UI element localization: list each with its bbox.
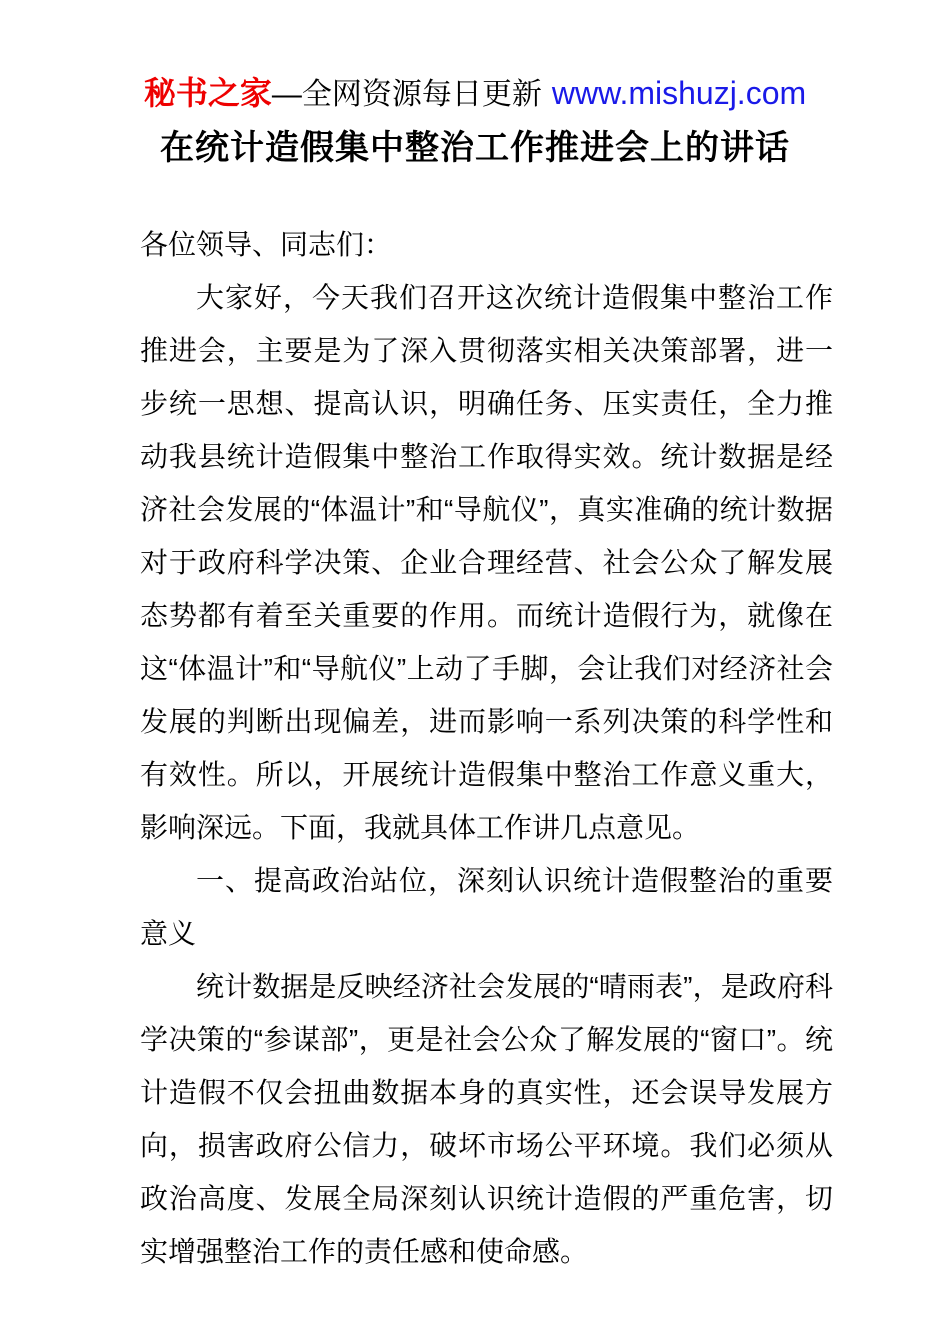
section-heading-1: 一、提高政治站位，深刻认识统计造假整治的重要意义 bbox=[140, 865, 833, 949]
document-body bbox=[140, 218, 833, 1278]
salutation-line: 各位领导、同志们： bbox=[140, 229, 393, 260]
paragraph-opening: 大家好，今天我们召开这次统计造假集中整治工作推进会，主要是为了深入贯彻落实相关决策部署，进一步统一思想、提高认识，明确任务、压实责任，全力推动我县统计造假集中整治工作取得实效。统计数据是经济社会发展的“体温计”和“导航仪”，真实准确的统计数据对于政府科学决策、企业合理经营、社会公众了解发展态势都有着至关重要的作用。而统计造假行为，就像在这“体温计”和“导航仪”上动了手脚，会让我们对经济社会发展的判断出现偏差，进而影响一系列决策的科学性和有效性。所以，开展统计造假集中整治工作意义重大，影响深远。下面，我就具体工作讲几点意见。 bbox=[140, 282, 833, 843]
site-header bbox=[0, 70, 950, 118]
site-brand: 秘书之家 bbox=[143, 75, 272, 111]
site-url-link[interactable]: www.mishuzj.com bbox=[551, 75, 807, 111]
document-title: 在统计造假集中整治工作推进会上的讲话 bbox=[160, 129, 790, 167]
site-tagline: —全网资源每日更新 bbox=[271, 78, 542, 111]
paragraph-section-1: 统计数据是反映经济社会发展的“晴雨表”，是政府科学决策的“参谋部”，更是社会公众了解发展的“窗口”。统计造假不仅会扭曲数据本身的真实性，还会误导发展方向，损害政府公信力，破坏市场公平环境。我们必须从政治高度、发展全局深刻认识统计造假的严重危害，切实增强整治工作的责任感和使命感。 bbox=[140, 971, 833, 1267]
